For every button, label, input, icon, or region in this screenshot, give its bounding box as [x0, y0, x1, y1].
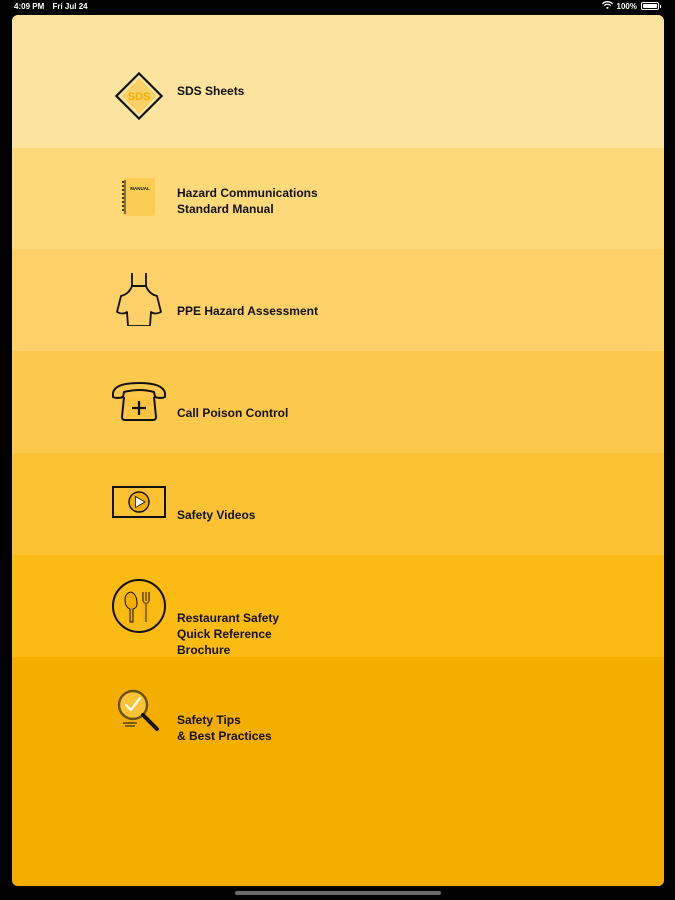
status-right [602, 1, 661, 11]
menu-label-restaurant-safety: Restaurant Safety Quick Reference Brochure [177, 611, 280, 657]
wifi-icon [602, 1, 613, 11]
menu-label-ppe-hazard-assessment: PPE Hazard Assessment [177, 304, 318, 318]
menu-item-sds-sheets[interactable] [12, 15, 664, 148]
telephone-icon [111, 373, 167, 429]
menu-item-call-poison-control[interactable] [12, 351, 664, 453]
menu-label-hazard-communications: Hazard Communications Standard Manual [177, 186, 318, 216]
battery-tip [660, 5, 661, 8]
home-indicator[interactable] [235, 891, 441, 895]
app-screen [12, 15, 664, 886]
magnifier-check-icon [111, 681, 167, 737]
menu-item-hazard-communications[interactable] [12, 148, 664, 249]
battery-percent: 100% [616, 1, 637, 11]
battery-icon [641, 2, 659, 10]
status-time: 4:09 PM [14, 2, 45, 11]
sds-diamond-icon [111, 68, 167, 124]
menu-label-safety-tips: Safety Tips & Best Practices [177, 713, 272, 743]
status-bar [0, 0, 675, 14]
sds-icon-text: SDS [127, 91, 151, 103]
video-play-icon [111, 474, 167, 530]
menu-label-safety-videos: Safety Videos [177, 508, 256, 522]
menu-label-sds-sheets: SDS Sheets [177, 84, 245, 98]
status-left [14, 2, 94, 11]
menu-item-restaurant-safety[interactable] [12, 555, 664, 657]
manual-book-icon [111, 168, 167, 224]
apron-icon [111, 270, 167, 326]
menu-item-ppe-hazard-assessment[interactable] [12, 249, 664, 351]
menu-label-call-poison-control: Call Poison Control [177, 406, 289, 420]
menu-item-safety-videos[interactable] [12, 453, 664, 555]
menu-item-safety-tips[interactable] [12, 657, 664, 886]
status-date: Fri Jul 24 [52, 2, 88, 11]
manual-icon-text: MANUAL [130, 186, 150, 191]
utensils-circle-icon [111, 578, 167, 634]
